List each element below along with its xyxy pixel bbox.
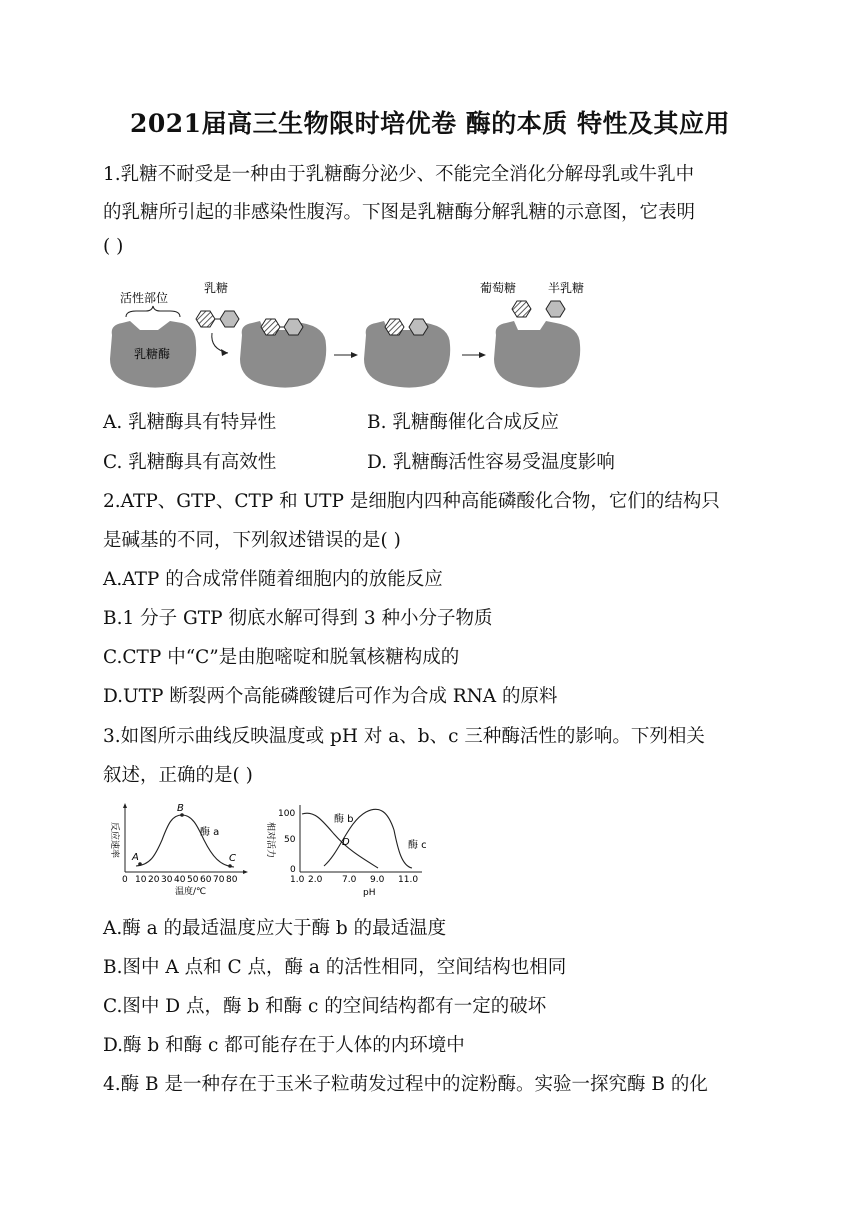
point-b-label: B bbox=[177, 803, 184, 814]
enzyme-c-label: 酶 c bbox=[408, 840, 427, 851]
temperature-chart bbox=[100, 800, 260, 900]
point-c-label: C bbox=[229, 853, 236, 864]
lactase-diagram bbox=[100, 275, 590, 400]
temp-xtick: 80 bbox=[226, 875, 238, 885]
curved-arrow bbox=[212, 333, 228, 353]
q1-option-d: D. 乳糖酶活性容易受温度影响 bbox=[367, 452, 615, 473]
q2-option-d: D.UTP 断裂两个高能磷酸键后可作为合成 RNA 的原料 bbox=[103, 686, 558, 707]
q3-option-d: D.酶 b 和酶 c 都可能存在于人体的内环境中 bbox=[103, 1035, 465, 1056]
ph-xtick: 7.0 bbox=[342, 875, 357, 885]
temp-xtick: 20 bbox=[148, 875, 160, 885]
ph-xtick: 11.0 bbox=[398, 875, 419, 885]
q1-option-a: A. 乳糖酶具有特异性 bbox=[103, 412, 277, 433]
ph-xtick: 2.0 bbox=[308, 875, 323, 885]
q2-stem-line1: 2.ATP、GTP、CTP 和 UTP 是细胞内四种高能磷酸化合物，它们的结构只 bbox=[103, 491, 720, 512]
label-lactase: 乳糖酶 bbox=[134, 347, 171, 361]
temp-chart-ylabel: 反应速率 bbox=[109, 822, 119, 859]
q1-stem-line1: 1.乳糖不耐受是一种由于乳糖酶分泌少、不能完全消化分解母乳或牛乳中 bbox=[103, 164, 695, 185]
q2-option-c: C.CTP 中“C”是由胞嘧啶和脱氧核糖构成的 bbox=[103, 647, 460, 668]
q2-option-b: B.1 分子 GTP 彻底水解可得到 3 种小分子物质 bbox=[103, 608, 493, 629]
q3-stem-line2: 叙述，正确的是( ) bbox=[103, 765, 253, 786]
ph-chart-ylabel: 相对活力 bbox=[265, 822, 275, 859]
q3-option-c: C.图中 D 点，酶 b 和酶 c 的空间结构都有一定的破坏 bbox=[103, 996, 547, 1017]
label-active-site: 活性部位 bbox=[120, 291, 169, 305]
q1-stem-line3: ( ) bbox=[103, 236, 124, 257]
temp-xtick: 50 bbox=[187, 875, 199, 885]
enzyme-b-label: 酶 b bbox=[334, 814, 354, 825]
q1-option-c: C. 乳糖酶具有高效性 bbox=[103, 452, 277, 473]
ph-ytick-50: 50 bbox=[284, 835, 296, 845]
label-glucose: 葡萄糖 bbox=[480, 281, 517, 295]
temp-xtick: 70 bbox=[213, 875, 225, 885]
brace bbox=[126, 306, 180, 317]
label-lactose: 乳糖 bbox=[204, 281, 229, 295]
q3-option-a: A.酶 a 的最适温度应大于酶 b 的最适温度 bbox=[103, 918, 447, 939]
point-a-label: A bbox=[132, 852, 139, 863]
q3-option-b: B.图中 A 点和 C 点，酶 a 的活性相同，空间结构也相同 bbox=[103, 957, 567, 978]
temp-xtick: 10 bbox=[135, 875, 147, 885]
page-title: 2021届高三生物限时培优卷 酶的本质 特性及其应用 bbox=[130, 109, 730, 138]
ph-ytick-0: 0 bbox=[290, 865, 296, 875]
q3-stem-line1: 3.如图所示曲线反映温度或 pH 对 a、b、c 三种酶活性的影响。下列相关 bbox=[103, 726, 705, 747]
temp-xtick: 60 bbox=[200, 875, 212, 885]
temp-xtick: 40 bbox=[174, 875, 186, 885]
ph-chart bbox=[262, 800, 442, 900]
galactose-product bbox=[546, 301, 565, 317]
q4-stem-line1: 4.酶 B 是一种存在于玉米子粒萌发过程中的淀粉酶。实验一探究酶 B 的化 bbox=[103, 1074, 708, 1095]
q1-option-b: B. 乳糖酶催化合成反应 bbox=[367, 412, 559, 433]
ph-chart-xlabel: pH bbox=[363, 888, 376, 898]
temp-chart-xlabel: 温度/℃ bbox=[175, 887, 207, 897]
enzyme-a-curve bbox=[136, 815, 234, 867]
ph-xtick: 1.0 bbox=[290, 875, 305, 885]
enzyme-a-label: 酶 a bbox=[200, 827, 220, 838]
lactose-glucose-unit bbox=[196, 311, 215, 327]
ph-ytick-100: 100 bbox=[278, 809, 296, 819]
temp-xtick: 0 bbox=[122, 875, 128, 885]
point-d-label: D bbox=[342, 837, 350, 848]
lactose-galactose-unit bbox=[220, 311, 239, 327]
q1-stem-line2: 的乳糖所引起的非感染性腹泻。下图是乳糖酶分解乳糖的示意图，它表明 bbox=[103, 202, 696, 223]
temp-xtick: 30 bbox=[161, 875, 173, 885]
glucose-product bbox=[512, 301, 531, 317]
point-c bbox=[228, 864, 232, 868]
q2-stem-line2: 是碱基的不同，下列叙述错误的是( ) bbox=[103, 530, 401, 551]
ph-xtick: 9.0 bbox=[370, 875, 385, 885]
label-galactose: 半乳糖 bbox=[548, 281, 585, 295]
q2-option-a: A.ATP 的合成常伴随着细胞内的放能反应 bbox=[103, 569, 443, 590]
